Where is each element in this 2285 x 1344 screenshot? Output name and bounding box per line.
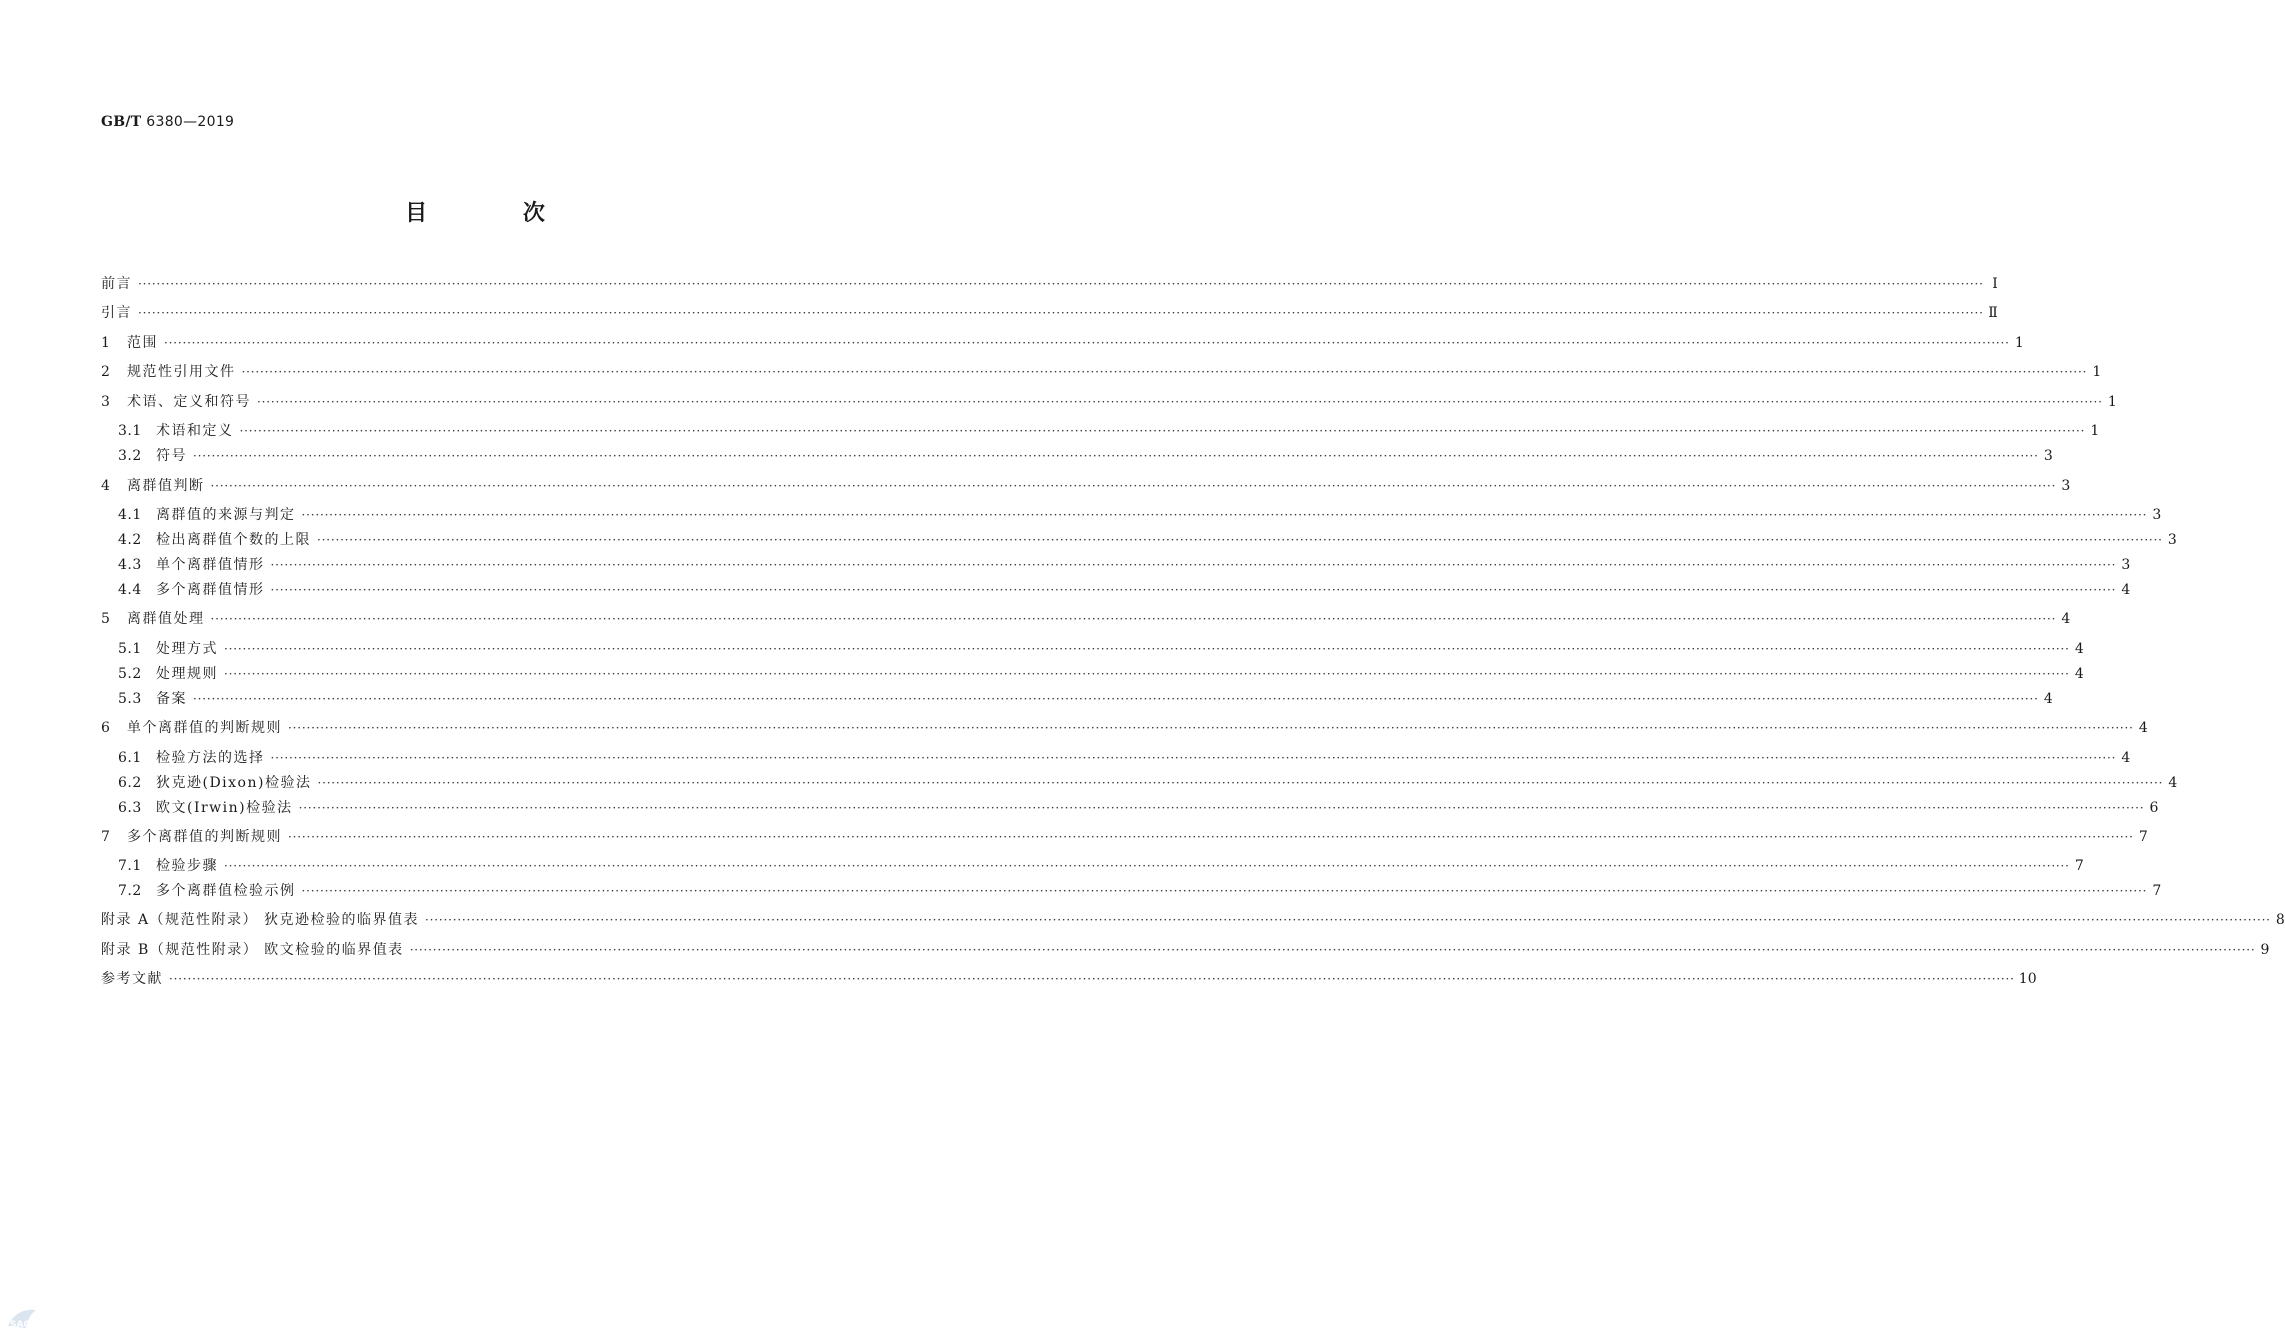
toc-page-number: 3	[2043, 448, 2053, 464]
toc-leader-dots: ················································································································································································································································································································································································································	[210, 612, 2057, 626]
toc-entry[interactable]	[101, 362, 2102, 382]
toc-entry-label	[101, 362, 236, 382]
toc-page-number: 4	[2121, 750, 2131, 766]
toc-entry[interactable]	[118, 773, 2178, 793]
toc-section-number: 4.2	[118, 532, 142, 548]
toc-section-number: 5.3	[118, 691, 142, 707]
toc-section-number: 4.4	[118, 582, 142, 598]
toc-page-number: 4	[2121, 582, 2131, 598]
toc-entry-label	[118, 421, 234, 441]
standard-number: 6380—2019	[146, 114, 235, 130]
toc-section-number: 7.1	[118, 858, 142, 874]
toc-section-number: 3.1	[118, 423, 142, 439]
toc-section-number: 1	[101, 335, 111, 351]
toc-entry[interactable]	[101, 274, 1998, 294]
toc-entry[interactable]	[118, 555, 2131, 575]
toc-section-title: 单个离群值情形	[156, 557, 265, 573]
toc-entry-label	[118, 555, 265, 575]
toc-entry-label	[101, 718, 282, 738]
standard-code: GB/T	[101, 114, 142, 130]
toc-entry[interactable]	[101, 392, 2117, 412]
toc-entry-label	[101, 609, 205, 629]
toc-entry[interactable]	[118, 421, 2100, 441]
toc-leader-dots: ················································································································································································································································································································································································································	[224, 667, 2070, 681]
toc-page-number: 7	[2138, 829, 2148, 845]
toc-entry[interactable]	[101, 910, 2285, 930]
toc-leader-dots: ················································································································································································································································································································································································································	[164, 336, 2010, 350]
toc-page-number: 7	[2152, 883, 2162, 899]
toc-leader-dots: ················································································································································································································································································································································································································	[169, 972, 2015, 986]
toc-page-number: 3	[2152, 507, 2162, 523]
toc-section-number: 2	[101, 364, 111, 380]
toc-section-number: 6.3	[118, 800, 142, 816]
toc-entry[interactable]	[118, 689, 2053, 709]
toc-entry[interactable]	[101, 609, 2071, 629]
toc-entry[interactable]	[118, 505, 2162, 525]
toc-entry[interactable]	[118, 856, 2084, 876]
toc-section-title: 附录 B（规范性附录） 欧文检验的临界值表	[101, 942, 404, 958]
toc-page-number: 9	[2260, 942, 2270, 958]
toc-page-number: 1	[2014, 335, 2024, 351]
toc-entry[interactable]	[118, 798, 2159, 818]
toc-section-title: 引言	[101, 305, 132, 321]
toc-page-number: 1	[2090, 423, 2100, 439]
toc-leader-dots: ················································································································································································································································································································································································································	[193, 449, 2039, 463]
toc-entry[interactable]	[101, 333, 2024, 353]
toc-entry-label	[101, 827, 282, 847]
toc-section-title: 参考文献	[101, 971, 163, 987]
toc-page-number: 4	[2061, 611, 2071, 627]
toc-entry-label	[118, 881, 296, 901]
toc-page-number: 4	[2168, 775, 2178, 791]
toc-leader-dots: ················································································································································································································································································································································································································	[317, 776, 2164, 790]
toc-entry[interactable]	[118, 881, 2162, 901]
toc-page-number: 7	[2074, 858, 2084, 874]
toc-entry-label	[101, 392, 251, 412]
toc-page-number: 6	[2149, 800, 2159, 816]
toc-entry[interactable]	[118, 639, 2084, 659]
toc-entry-label	[101, 303, 132, 323]
watermark-text: SAC	[10, 1320, 31, 1330]
toc-leader-dots: ················································································································································································································································································································································································································	[301, 884, 2148, 898]
toc-entry-label	[118, 530, 311, 550]
toc-entry[interactable]	[118, 446, 2053, 466]
toc-entry-label	[118, 748, 265, 768]
toc-section-title: 术语、定义和符号	[127, 394, 251, 410]
toc-page-number: 4	[2074, 666, 2084, 682]
toc-entry[interactable]	[101, 476, 2071, 496]
toc-section-title: 术语和定义	[156, 423, 234, 439]
toc-entry-label	[101, 969, 163, 989]
toc-entry-label	[101, 940, 404, 960]
toc-page-number: 4	[2043, 691, 2053, 707]
toc-section-number: 5	[101, 611, 111, 627]
toc-section-title: 多个离群值情形	[156, 582, 265, 598]
toc-section-title: 欧文(Irwin)检验法	[156, 800, 293, 816]
toc-section-title: 检出离群值个数的上限	[156, 532, 311, 548]
toc-entry[interactable]	[118, 580, 2131, 600]
toc-leader-dots: ················································································································································································································································································································································································································	[425, 913, 2271, 927]
toc-leader-dots: ················································································································································································································································································································································································································	[270, 583, 2117, 597]
toc-entry[interactable]	[118, 530, 2177, 550]
toc-entry[interactable]	[101, 827, 2148, 847]
toc-section-title: 备案	[156, 691, 187, 707]
toc-section-title: 检验步骤	[156, 858, 218, 874]
toc-page-number: Ⅱ	[1988, 305, 1998, 321]
toc-entry-label	[118, 856, 218, 876]
toc-entry-label	[118, 798, 293, 818]
toc-page-number: Ⅰ	[1992, 276, 1998, 292]
toc-page-number: 1	[2092, 364, 2102, 380]
toc-leader-dots: ················································································································································································································································································································································································································	[224, 642, 2070, 656]
toc-page-number: 4	[2074, 641, 2084, 657]
toc-section-number: 6	[101, 720, 111, 736]
toc-section-title: 单个离群值的判断规则	[127, 720, 282, 736]
toc-leader-dots: ················································································································································································································································································································································································································	[409, 943, 2256, 957]
toc-leader-dots: ················································································································································································································································································································································································································	[301, 508, 2148, 522]
toc-section-number: 7	[101, 829, 111, 845]
standard-code-header	[101, 114, 234, 130]
toc-entry-label	[101, 910, 419, 930]
toc-section-title: 符号	[156, 448, 187, 464]
toc-leader-dots: ················································································································································································································································································································································································································	[239, 424, 2086, 438]
toc-page-number: 10	[2018, 971, 2037, 987]
toc-entry[interactable]	[101, 940, 2270, 960]
toc-section-number: 4.1	[118, 507, 142, 523]
toc-page-number: 1	[2107, 394, 2117, 410]
toc-section-title: 离群值处理	[127, 611, 205, 627]
toc-section-number: 5.1	[118, 641, 142, 657]
toc-leader-dots: ················································································································································································································································································································································································································	[270, 558, 2117, 572]
toc-leader-dots: ················································································································································································································································································································································································································	[241, 365, 2088, 379]
toc-leader-dots: ················································································································································································································································································································································································································	[288, 721, 2134, 735]
toc-leader-dots: ················································································································································································································································································································································································································	[288, 830, 2134, 844]
toc-page-number: 3	[2167, 532, 2177, 548]
toc-section-title: 狄克逊(Dixon)检验法	[156, 775, 312, 791]
toc-section-title: 离群值判断	[127, 478, 205, 494]
toc-section-title: 多个离群值检验示例	[156, 883, 296, 899]
toc-leader-dots: ················································································································································································································································································································································································································	[298, 801, 2145, 815]
toc-section-title: 前言	[101, 276, 132, 292]
toc-page-number: 4	[2138, 720, 2148, 736]
toc-section-title: 范围	[127, 335, 158, 351]
toc-entry-label	[101, 333, 158, 353]
toc-entry-label	[118, 639, 218, 659]
toc-section-title: 离群值的来源与判定	[156, 507, 296, 523]
toc-entry-label	[118, 446, 187, 466]
toc-entry[interactable]	[101, 303, 1998, 323]
toc-entry-label	[118, 580, 265, 600]
toc-section-number: 6.2	[118, 775, 142, 791]
toc-page-number: 8	[2275, 912, 2285, 928]
toc-section-title: 处理规则	[156, 666, 218, 682]
toc-page-number: 3	[2061, 478, 2071, 494]
toc-title: 目 次	[405, 201, 589, 226]
sac-logo-icon	[6, 1306, 40, 1332]
toc-entry[interactable]	[118, 664, 2084, 684]
toc-section-title: 多个离群值的判断规则	[127, 829, 282, 845]
toc-leader-dots: ················································································································································································································································································································································································································	[210, 479, 2057, 493]
toc-section-title: 处理方式	[156, 641, 218, 657]
toc-section-title: 检验方法的选择	[156, 750, 265, 766]
toc-entry-label	[118, 505, 296, 525]
toc-entry-label	[118, 689, 187, 709]
toc-section-number: 3.2	[118, 448, 142, 464]
toc-leader-dots: ················································································································································································································································································································································································································	[193, 692, 2039, 706]
toc-entry-label	[118, 664, 218, 684]
toc-leader-dots: ················································································································································································································································································································································································································	[138, 277, 1984, 291]
toc-section-title: 规范性引用文件	[127, 364, 236, 380]
toc-entry[interactable]	[101, 969, 2037, 989]
toc-section-number: 4	[101, 478, 111, 494]
toc-entry-label	[118, 773, 311, 793]
toc-section-number: 4.3	[118, 557, 142, 573]
toc-section-number: 6.1	[118, 750, 142, 766]
toc-section-title: 附录 A（规范性附录） 狄克逊检验的临界值表	[101, 912, 420, 928]
toc-entry-label	[101, 274, 132, 294]
toc-section-number: 7.2	[118, 883, 142, 899]
toc-leader-dots: ················································································································································································································································································································································································································	[317, 533, 2163, 547]
toc-entry-label	[101, 476, 205, 496]
toc-section-number: 3	[101, 394, 111, 410]
toc-page-number: 3	[2121, 557, 2131, 573]
toc-leader-dots: ················································································································································································································································································································································································································	[257, 395, 2103, 409]
toc-leader-dots: ················································································································································································································································································································································································································	[270, 751, 2117, 765]
toc-entry[interactable]	[118, 748, 2131, 768]
toc-section-number: 5.2	[118, 666, 142, 682]
toc-leader-dots: ················································································································································································································································································································································································································	[224, 859, 2070, 873]
toc-leader-dots: ················································································································································································································································································································································································································	[138, 306, 1984, 320]
toc-entry[interactable]	[101, 718, 2148, 738]
